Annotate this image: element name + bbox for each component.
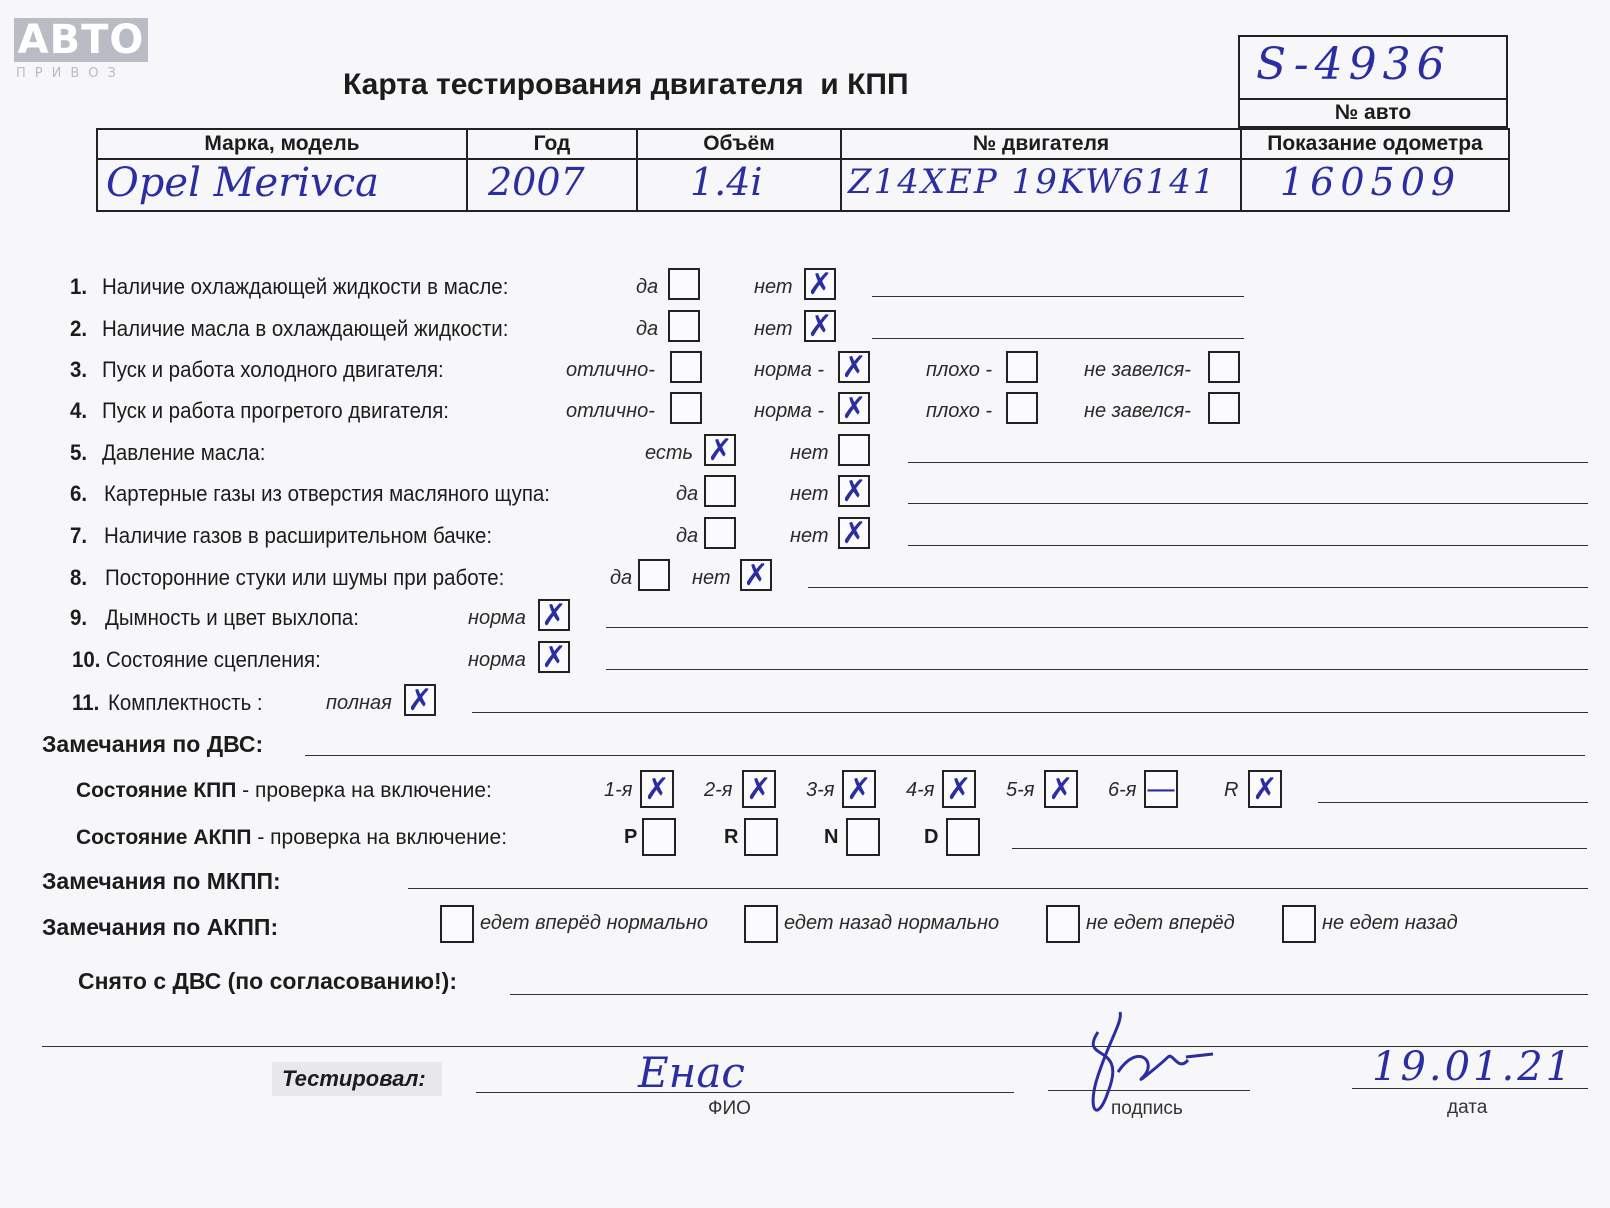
tested-label: Тестировал: xyxy=(282,1066,426,1091)
removed-label-bold: Снято с ДВС xyxy=(78,968,222,994)
question-comment-line[interactable] xyxy=(472,712,1588,713)
option-label: плохо - xyxy=(926,400,993,422)
signature-caption: подпись xyxy=(1111,1098,1183,1119)
question-text: Комплектность : xyxy=(108,690,263,715)
option-label: не завелся- xyxy=(1084,359,1191,381)
option-checkbox[interactable] xyxy=(1208,351,1240,383)
option-checkbox[interactable]: ✗ xyxy=(804,268,836,300)
akpp-remark-label: едет вперёд нормально xyxy=(480,912,709,934)
column-make-model xyxy=(98,130,468,210)
question-text: Давление масла: xyxy=(102,440,266,465)
akpp-remark-checkbox[interactable] xyxy=(440,905,474,943)
question-text: Пуск и работа прогретого двигателя: xyxy=(102,398,449,423)
option-label: нет xyxy=(754,276,793,298)
question-number: 7. xyxy=(70,523,88,548)
logo: АВТО xyxy=(14,18,148,62)
option-label: да xyxy=(636,276,659,298)
fio-value: Енас xyxy=(638,1048,745,1097)
gear-checkbox[interactable]: — xyxy=(1146,772,1176,807)
question-text: Дымность и цвет выхлопа: xyxy=(105,605,359,630)
option-checkbox[interactable]: ✗ xyxy=(538,641,570,673)
gear-label: 1-я xyxy=(604,779,633,801)
option-checkbox[interactable]: ✗ xyxy=(838,351,870,383)
column-year xyxy=(468,130,638,210)
option-checkbox[interactable]: ✗ xyxy=(704,434,736,466)
gear-checkbox[interactable]: ✗ xyxy=(1248,770,1282,808)
option-label: нет xyxy=(754,318,793,340)
question-number: 11. xyxy=(72,690,100,715)
removed-label-rest: (по согласованию!): xyxy=(221,968,457,994)
car-number-value: S-4936 xyxy=(1256,39,1451,90)
akpp-mode-label: N xyxy=(824,826,839,848)
kpp-label-rest: - проверка на включение: xyxy=(236,779,492,802)
question-comment-line[interactable] xyxy=(606,627,1588,628)
question-number: 4. xyxy=(70,398,88,423)
question-text: Наличие масла в охлаждающей жидкости: xyxy=(102,316,509,341)
kpp-label-bold: Состояние КПП xyxy=(76,779,237,802)
value-make-model: Opel Merivca xyxy=(106,160,379,206)
gear-label: 2-я xyxy=(704,779,733,801)
signature-line[interactable] xyxy=(1048,1090,1250,1091)
gear-label: 6-я xyxy=(1108,779,1137,801)
question-text: Наличие охлаждающей жидкости в масле: xyxy=(102,274,509,299)
option-checkbox[interactable]: ✗ xyxy=(404,684,436,716)
option-checkbox[interactable]: ✗ xyxy=(804,310,836,342)
akpp-remark-label: не едет назад xyxy=(1322,912,1458,934)
fio-line[interactable] xyxy=(476,1092,1014,1093)
option-checkbox[interactable] xyxy=(1006,392,1038,424)
akpp-mode-label: R xyxy=(724,826,739,848)
option-checkbox[interactable] xyxy=(704,475,736,507)
akpp-mode-checkbox[interactable] xyxy=(846,818,880,856)
akpp-mode-label: D xyxy=(924,826,939,848)
akpp-line[interactable] xyxy=(1012,848,1587,849)
option-label: да xyxy=(610,567,633,589)
akpp-remark-checkbox[interactable] xyxy=(744,905,778,943)
header-volume: Объём xyxy=(703,132,775,155)
akpp-label-rest: - проверка на включение: xyxy=(251,826,508,849)
remarks-dvs-line[interactable] xyxy=(305,755,1585,756)
option-label: нет xyxy=(790,525,829,547)
option-label: да xyxy=(636,318,659,340)
question-number: 3. xyxy=(70,357,88,382)
option-label: нет xyxy=(692,567,731,589)
question-number: 8. xyxy=(70,565,88,590)
header-make-model: Марка, модель xyxy=(204,132,360,155)
option-checkbox[interactable] xyxy=(1006,351,1038,383)
header-engine-number: № двигателя xyxy=(972,132,1110,155)
value-engine-number: Z14XEP 19KW6141 xyxy=(848,162,1217,202)
vehicle-info-table xyxy=(96,128,1510,212)
question-number: 6. xyxy=(70,481,88,506)
question-text: Посторонние стуки или шумы при работе: xyxy=(105,565,505,590)
option-checkbox[interactable] xyxy=(670,351,702,383)
question-comment-line[interactable] xyxy=(606,669,1588,670)
gear-checkbox[interactable]: ✗ xyxy=(1044,770,1078,808)
car-number-label: № авто xyxy=(1334,101,1412,124)
header-odometer: Показание одометра xyxy=(1267,132,1483,155)
value-year: 2007 xyxy=(488,160,585,204)
remarks-mkpp-line[interactable] xyxy=(408,888,1588,889)
akpp-remark-label: едет назад нормально xyxy=(784,912,1000,934)
gear-checkbox[interactable]: ✗ xyxy=(842,770,876,808)
question-number: 9. xyxy=(70,605,88,630)
question-text: Пуск и работа холодного двигателя: xyxy=(102,357,444,382)
question-comment-line[interactable] xyxy=(908,462,1588,463)
question-text: Картерные газы из отверстия масляного щупа: xyxy=(104,481,551,506)
column-engine-number xyxy=(842,130,1242,210)
remarks-dvs-label: Замечания по ДВС: xyxy=(42,731,264,757)
question-comment-line[interactable] xyxy=(908,503,1588,504)
question-number: 10. xyxy=(72,647,101,672)
column-odometer xyxy=(1242,130,1508,210)
date-value: 19.01.21 xyxy=(1372,1044,1575,1090)
option-label: нет xyxy=(790,442,829,464)
gear-label: R xyxy=(1224,779,1239,801)
option-checkbox[interactable]: ✗ xyxy=(538,599,570,631)
akpp-mode-checkbox[interactable] xyxy=(642,818,676,856)
question-number: 1. xyxy=(70,274,88,299)
akpp-mode-checkbox[interactable] xyxy=(744,818,778,856)
option-label: нет xyxy=(790,483,829,505)
question-number: 5. xyxy=(70,440,88,465)
header-year: Год xyxy=(533,132,571,155)
option-checkbox[interactable] xyxy=(704,517,736,549)
fio-caption: ФИО xyxy=(708,1098,751,1119)
gear-label: 3-я xyxy=(806,779,835,801)
removed-line[interactable] xyxy=(510,994,1588,995)
column-volume xyxy=(638,130,842,210)
car-number-label-box xyxy=(1238,98,1508,128)
question-comment-line[interactable] xyxy=(808,587,1588,588)
option-checkbox[interactable]: ✗ xyxy=(838,517,870,549)
question-comment-line[interactable] xyxy=(872,338,1244,339)
option-label: да xyxy=(676,525,699,547)
option-label: есть xyxy=(645,442,694,464)
option-checkbox[interactable]: ✗ xyxy=(740,559,772,591)
question-number: 2. xyxy=(70,316,88,341)
removed-label xyxy=(78,968,457,995)
question-text: Состояние сцепления: xyxy=(106,647,321,672)
option-checkbox[interactable]: ✗ xyxy=(838,475,870,507)
option-label: норма - xyxy=(754,359,825,381)
value-volume: 1.4i xyxy=(690,160,763,204)
option-label: норма - xyxy=(754,400,825,422)
option-label: отлично- xyxy=(566,400,655,422)
akpp-remark-checkbox[interactable] xyxy=(1046,905,1080,943)
date-line[interactable] xyxy=(1352,1088,1588,1089)
option-label: плохо - xyxy=(926,359,993,381)
option-checkbox[interactable] xyxy=(1208,392,1240,424)
option-checkbox[interactable] xyxy=(670,392,702,424)
kpp-label xyxy=(76,779,492,803)
akpp-label xyxy=(76,826,507,850)
akpp-mode-label: P xyxy=(624,826,638,848)
option-checkbox[interactable] xyxy=(638,559,670,591)
option-checkbox[interactable]: ✗ xyxy=(838,392,870,424)
option-label: отлично- xyxy=(566,359,655,381)
gear-checkbox[interactable]: ✗ xyxy=(942,770,976,808)
option-label: да xyxy=(676,483,699,505)
option-checkbox[interactable] xyxy=(668,268,700,300)
option-checkbox[interactable] xyxy=(838,434,870,466)
remarks-akpp-label: Замечания по АКПП: xyxy=(42,914,279,940)
logo-subtitle: ПРИВОЗ xyxy=(16,66,125,81)
date-caption: дата xyxy=(1447,1097,1488,1118)
option-label: норма xyxy=(468,607,526,629)
option-label: не завелся- xyxy=(1084,400,1191,422)
option-checkbox[interactable] xyxy=(668,310,700,342)
kpp-line[interactable] xyxy=(1318,802,1588,803)
question-text: Наличие газов в расширительном бачке: xyxy=(104,523,493,548)
extra-line[interactable] xyxy=(42,1046,1588,1047)
akpp-label-bold: Состояние АКПП xyxy=(76,826,252,849)
gear-label: 4-я xyxy=(906,779,935,801)
akpp-remark-checkbox[interactable] xyxy=(1282,905,1316,943)
remarks-mkpp-label: Замечания по МКПП: xyxy=(42,868,281,894)
gear-checkbox[interactable]: ✗ xyxy=(640,770,674,808)
option-label: полная xyxy=(326,692,392,714)
gear-label: 5-я xyxy=(1006,779,1035,801)
question-comment-line[interactable] xyxy=(872,296,1244,297)
gear-checkbox[interactable]: ✗ xyxy=(742,770,776,808)
question-comment-line[interactable] xyxy=(908,545,1588,546)
akpp-mode-checkbox[interactable] xyxy=(946,818,980,856)
car-number-box xyxy=(1238,35,1508,100)
option-label: норма xyxy=(468,649,526,671)
value-odometer: 160509 xyxy=(1280,160,1462,204)
akpp-remark-label: не едет вперёд xyxy=(1086,912,1235,934)
page-title: Карта тестирования двигателя и КПП xyxy=(343,68,909,101)
